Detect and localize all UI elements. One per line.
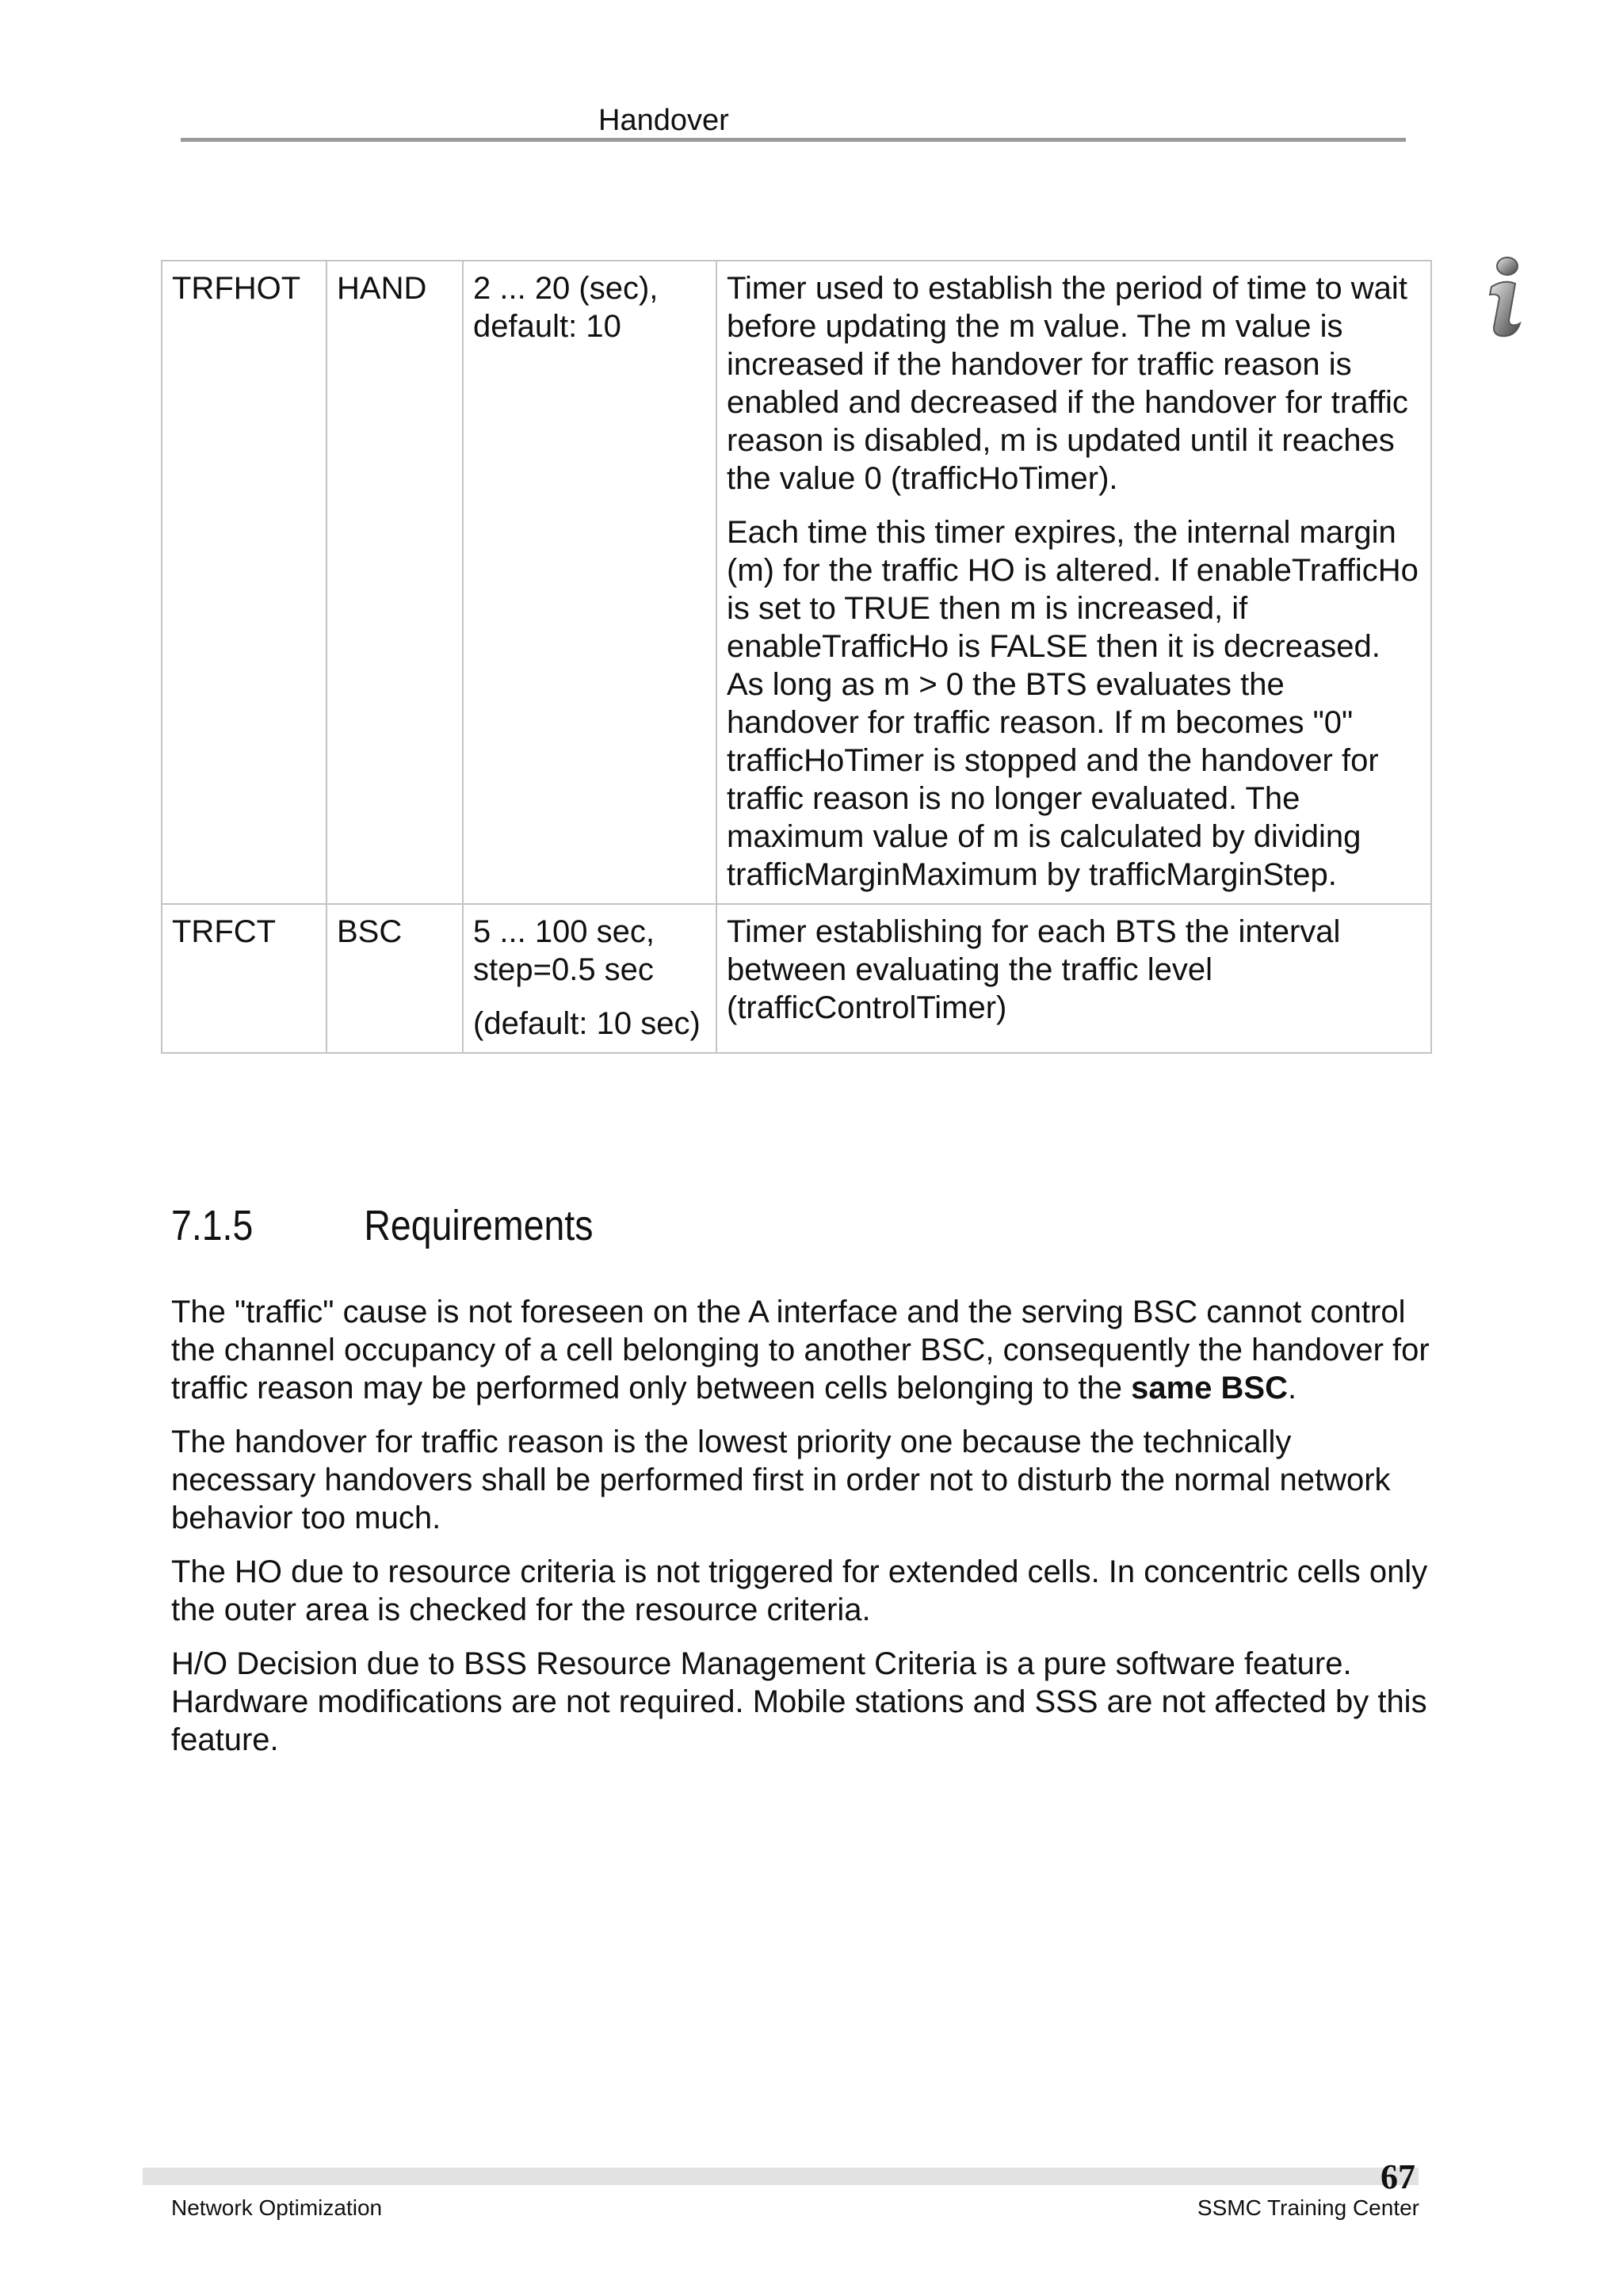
description-paragraph: Each time this timer expires, the internal margin (m) for the traffic HO is altered. If enableTrafficHo is set to TRUE then m is increased, if enableTrafficHo is FALSE then it is decreased. As long as m > 0 the BTS evaluates the handover for traffic reason. If m becomes "0" trafficHoTimer is stopped and the handover for traffic reason is no longer evaluated. The maximum value of m is calculated by dividing trafficMarginMaximum by trafficMarginStep. xyxy=(727,515,1419,892)
section-title: Requirements xyxy=(364,1202,594,1249)
range-text: 2 ... 20 (sec), default: 10 xyxy=(473,271,659,344)
param-name-cell: TRFCT xyxy=(162,904,327,1053)
param-description-cell xyxy=(716,261,1431,904)
paragraph: The HO due to resource criteria is not triggered for extended cells. In concentric cells only the outer area is checked for the resource criteria. xyxy=(171,1554,1428,1627)
footer-right-text: SSMC Training Center xyxy=(1197,2195,1419,2220)
header-rule xyxy=(181,138,1406,142)
param-description-cell xyxy=(716,904,1431,1053)
paragraph xyxy=(171,1293,1431,1407)
body-text xyxy=(171,1293,1431,1775)
param-object-cell: BSC xyxy=(327,904,463,1053)
range-default-text: (default: 10 sec) xyxy=(473,1006,701,1041)
param-object-cell: HAND xyxy=(327,261,463,904)
footer-left-text: Network Optimization xyxy=(171,2195,383,2220)
param-range-cell xyxy=(463,261,716,904)
table-row xyxy=(162,261,1431,904)
info-icon xyxy=(1480,255,1531,341)
paragraph: H/O Decision due to BSS Resource Management Criteria is a pure software feature. Hardware modifications are not required. Mobile stations and SSS are not affected by this feature. xyxy=(171,1646,1427,1757)
description-paragraph: Timer used to establish the period of time to wait before updating the m value. The m value is increased if the handover for traffic reason is enabled and decreased if the handover for traffic reason is disabled, m is updated until it reaches the value 0 (trafficHoTimer). xyxy=(727,271,1408,496)
table-row xyxy=(162,904,1431,1053)
param-name-cell: TRFHOT xyxy=(162,261,327,904)
page-number: 67 xyxy=(1381,2157,1415,2196)
section-number: 7.1.5 xyxy=(171,1202,254,1249)
paragraph-text: The "traffic" cause is not foreseen on the A interface and the serving BSC cannot control the channel occupancy of a cell belonging to another BSC, consequently the handover for traffic reason may be performed only between cells belonging to the xyxy=(171,1295,1430,1405)
paragraph: The handover for traffic reason is the lowest priority one because the technically necessary handovers shall be performed first in order not to disturb the normal network behavior too much. xyxy=(171,1425,1391,1535)
range-text: 5 ... 100 sec, step=0.5 sec xyxy=(473,914,655,987)
emphasis-text: same BSC xyxy=(1131,1371,1288,1405)
param-range-cell xyxy=(463,904,716,1053)
description-paragraph: Timer establishing for each BTS the interval between evaluating the traffic level (trafficControlTimer) xyxy=(727,914,1341,1025)
footer-bar xyxy=(143,2168,1419,2185)
paragraph-end: . xyxy=(1287,1371,1297,1405)
section-heading xyxy=(171,1198,593,1253)
page-header-title: Handover xyxy=(598,104,729,137)
parameter-table xyxy=(161,260,1432,1054)
